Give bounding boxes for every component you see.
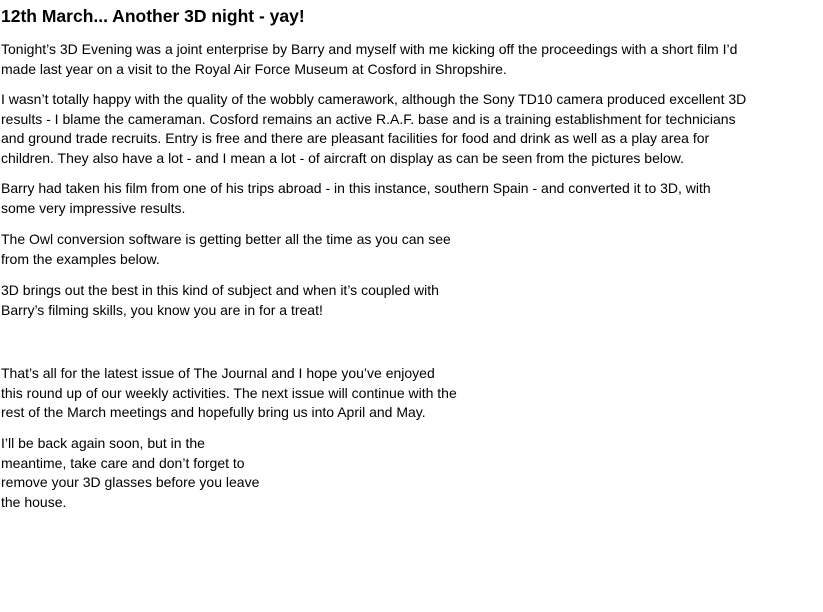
- paragraph-line: some very impressive results.: [1, 199, 186, 216]
- paragraph-line: children. They also have a lot - and I mean a lot - of aircraft on display as can be seen from the pictures below.: [1, 149, 684, 166]
- paragraph-line: results - I blame the cameraman. Cosford remains an active R.A.F. base and is a training establishment for technicians: [1, 110, 736, 127]
- paragraph-cosford: [1, 90, 746, 168]
- paragraph-line: That’s all for the latest issue of The Journal and I hope you’ve enjoyed: [1, 365, 435, 381]
- paragraph-owl-software: [1, 230, 451, 269]
- paragraph-barry-film: [1, 179, 711, 218]
- paragraph-line: The Owl conversion software is getting better all the time as you can see: [1, 231, 451, 247]
- paragraph-signoff: [1, 434, 259, 512]
- paragraph-line: Tonight’s 3D Evening was a joint enterprise by Barry and myself with me kicking off the proceedings with a short film I’d: [1, 41, 738, 57]
- paragraph-line: this round up of our weekly activities. The next issue will continue with the: [1, 384, 457, 401]
- paragraph-intro: [1, 40, 737, 79]
- paragraph-line: I wasn’t totally happy with the quality of the wobbly camerawork, although the Sony TD10 camera produced excellent 3D: [1, 91, 747, 107]
- paragraph-line: made last year on a visit to the Royal Air Force Museum at Cosford in Shropshire.: [1, 60, 507, 77]
- paragraph-line: Barry had taken his film from one of his trips abroad - in this instance, southern Spain - and converted it to 3D, with: [1, 180, 711, 196]
- article-title: 12th March... Another 3D night - yay!: [1, 6, 305, 26]
- paragraph-line: the house.: [1, 493, 67, 510]
- paragraph-line: I’ll be back again soon, but in the: [1, 435, 205, 451]
- paragraph-line: and ground trade recruits. Entry is free and there are pleasant facilities for food and drink as well as a play area for: [1, 130, 710, 146]
- paragraph-line: Barry’s filming skills, you know you are in for a treat!: [1, 301, 323, 318]
- paragraph-line: rest of the March meetings and hopefully bring us into April and May.: [1, 404, 426, 420]
- paragraph-line: remove your 3D glasses before you leave: [1, 474, 260, 490]
- paragraph-3d-subject: [1, 281, 439, 320]
- paragraph-closing: [1, 364, 457, 423]
- paragraph-line: from the examples below.: [1, 250, 160, 267]
- paragraph-line: meantime, take care and don’t forget to: [1, 454, 245, 471]
- paragraph-line: 3D brings out the best in this kind of subject and when it’s coupled with: [1, 282, 439, 298]
